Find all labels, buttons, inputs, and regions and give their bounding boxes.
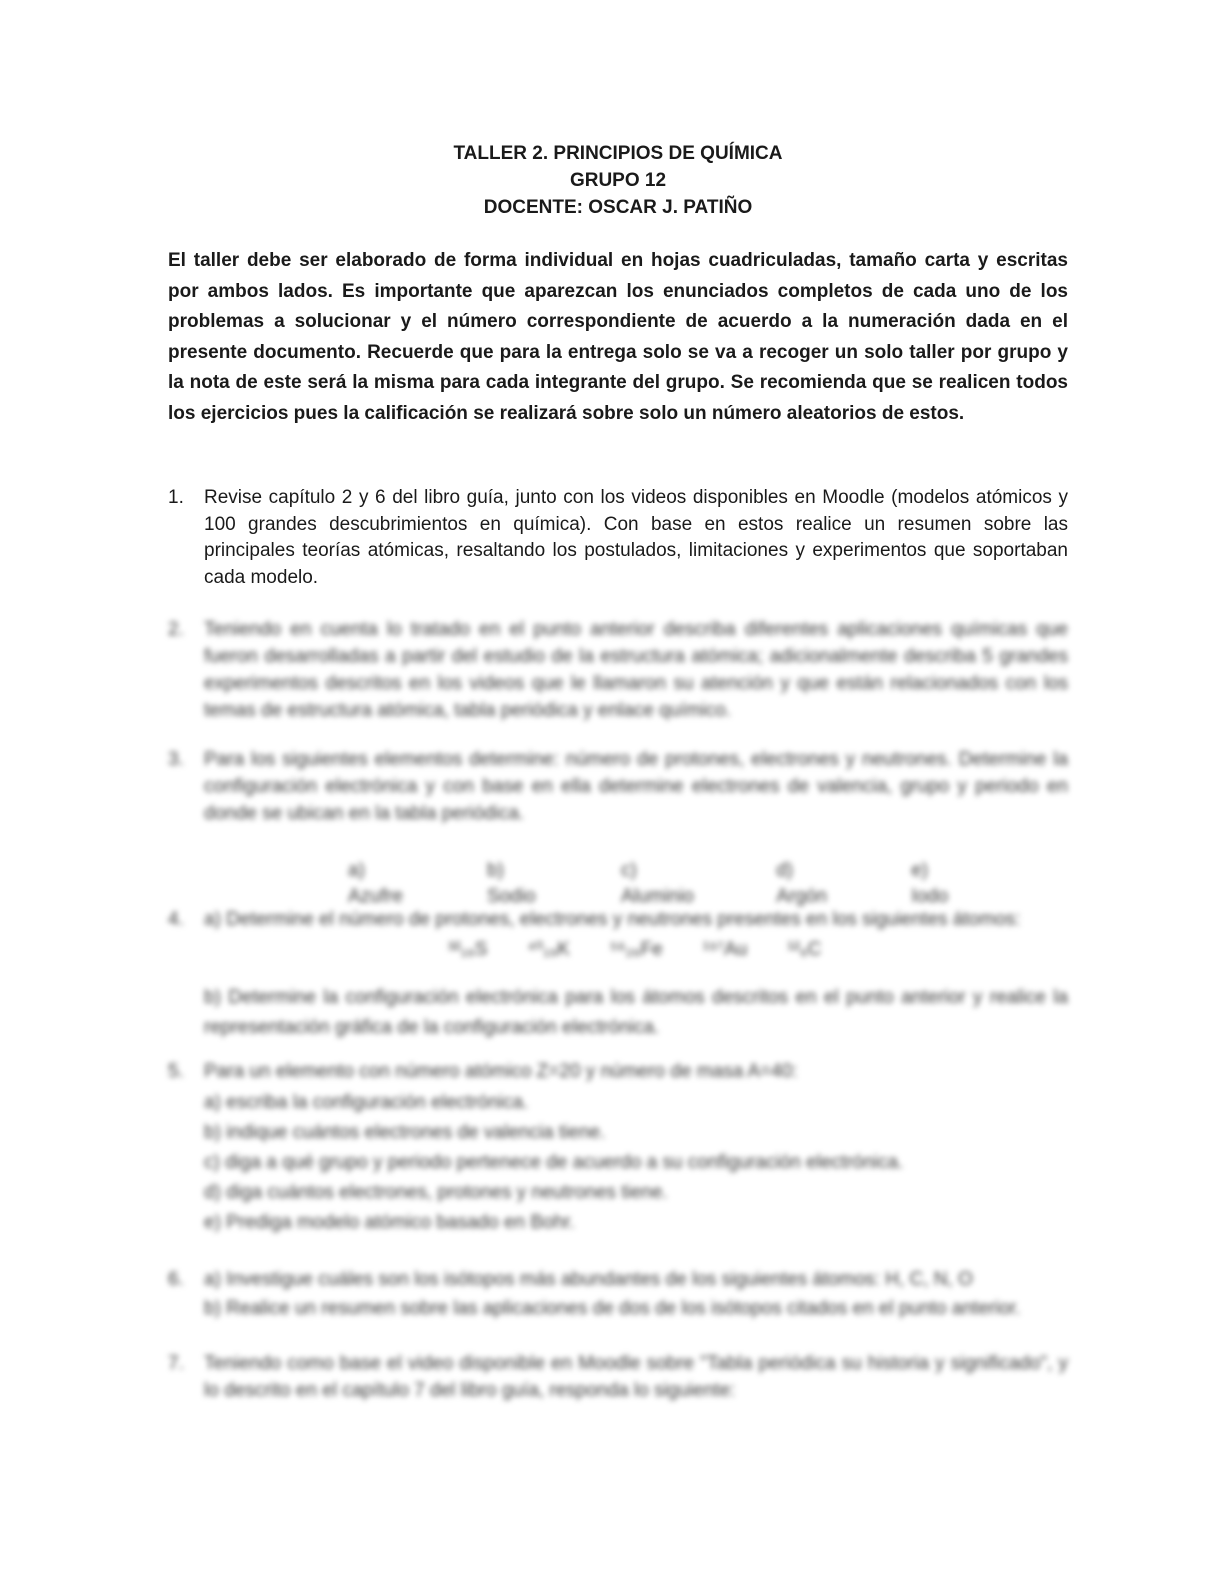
exercise-text: Revise capítulo 2 y 6 del libro guía, junto con los videos disponibles en Moodle (modelos atómicos y 100 grandes descubrimientos en química). Con base en estos realice un resumen sobre las principales teorías atómicas, resaltando los postulados, limitaciones y experimentos que soportaban cada modelo.	[204, 487, 1068, 588]
blurred-exercise: 6. a) Investigue cuáles son los isótopos más abundantes de los siguientes átomos: H, C, N, O	[168, 1269, 973, 1290]
blurred-options: a) Azufre b) Sodio c) Aluminio d) Argón e) Iodo	[348, 860, 949, 907]
exercise-item	[168, 485, 1068, 591]
blurred-subtext: e) Prediga modelo atómico basado en Bohr.	[204, 1212, 575, 1233]
blurred-exercise: 7. Teniendo como base el video disponible en Moodle sobre "Tabla periódica su historia y significado", y lo descrito en el capítulo 7 del libro guía, responda lo siguiente:	[168, 1353, 1068, 1401]
exercise-number: 1.	[168, 487, 184, 508]
blurred-subtext: a) escriba la configuración electrónica.	[204, 1092, 529, 1113]
group-line: GRUPO 12	[569, 170, 667, 191]
blurred-exercise: 3. Para los siguientes elementos determine: número de protones, electrones y neutrones. Determine la configuración electrónica y con base en ella determine electrones de valencia, grupo y periodo en donde se ubican en la tabla periódica.	[168, 749, 1068, 824]
document-header	[168, 140, 1068, 221]
title-line: TALLER 2. PRINCIPIOS DE QUÍMICA	[453, 143, 783, 164]
blurred-subtext: c) diga a qué grupo y periodo pertenece de acuerdo a su configuración electrónica.	[204, 1152, 904, 1173]
blurred-exercise: 2. Teniendo en cuenta lo tratado en el punto anterior describa diferentes aplicaciones químicas que fueron desarrolladas a partir del estudio de la estructura atómica; adicionalmente describa 5 grandes experimentos descritos en los videos que le llamaron su atención y que están relacionados con los temas de estructura atómica, tabla periódica y enlace químico.	[168, 619, 1068, 721]
blurred-subtext: d) diga cuántos electrones, protones y neutrones tiene.	[204, 1182, 668, 1203]
blurred-subtext: b) Realice un resumen sobre las aplicaciones de dos de los isótopos citados en el punto anterior.	[204, 1298, 1021, 1319]
blurred-subtext: b) Determine la configuración electrónica para los átomos descritos en el punto anterior y realice la representación gráfica de la configuración electrónica.	[204, 987, 1068, 1038]
teacher-line: DOCENTE: OSCAR J. PATIÑO	[483, 197, 753, 218]
blurred-subtext: b) indique cuántos electrones de valencia tiene.	[204, 1122, 606, 1143]
blurred-isotopes: ³²₁₆S ⁴⁰₁₉K ⁵⁶₂₆Fe ¹⁹⁷Au ¹²₆C	[448, 939, 822, 960]
instructions-paragraph: El taller debe ser elaborado de forma individual en hojas cuadriculadas, tamaño carta y escritas por ambos lados. Es importante que aparezcan los enunciados completos de cada uno de los problemas a solucionar y el número correspondiente de acuerdo a la numeración dada en el presente documento. Recuerde que para la entrega solo se va a recoger un solo taller por grupo y la nota de este será la misma para cada integrante del grupo. Se recomienda que se realicen todos los ejercicios pues la calificación se realizará sobre solo un número aleatorios de estos.	[168, 250, 1068, 424]
blurred-exercise: 4. a) Determine el número de protones, electrones y neutrones presentes en los siguientes átomos:	[168, 909, 1021, 930]
blurred-exercise: 5. Para un elemento con número atómico Z=20 y número de masa A=40:	[168, 1061, 798, 1082]
